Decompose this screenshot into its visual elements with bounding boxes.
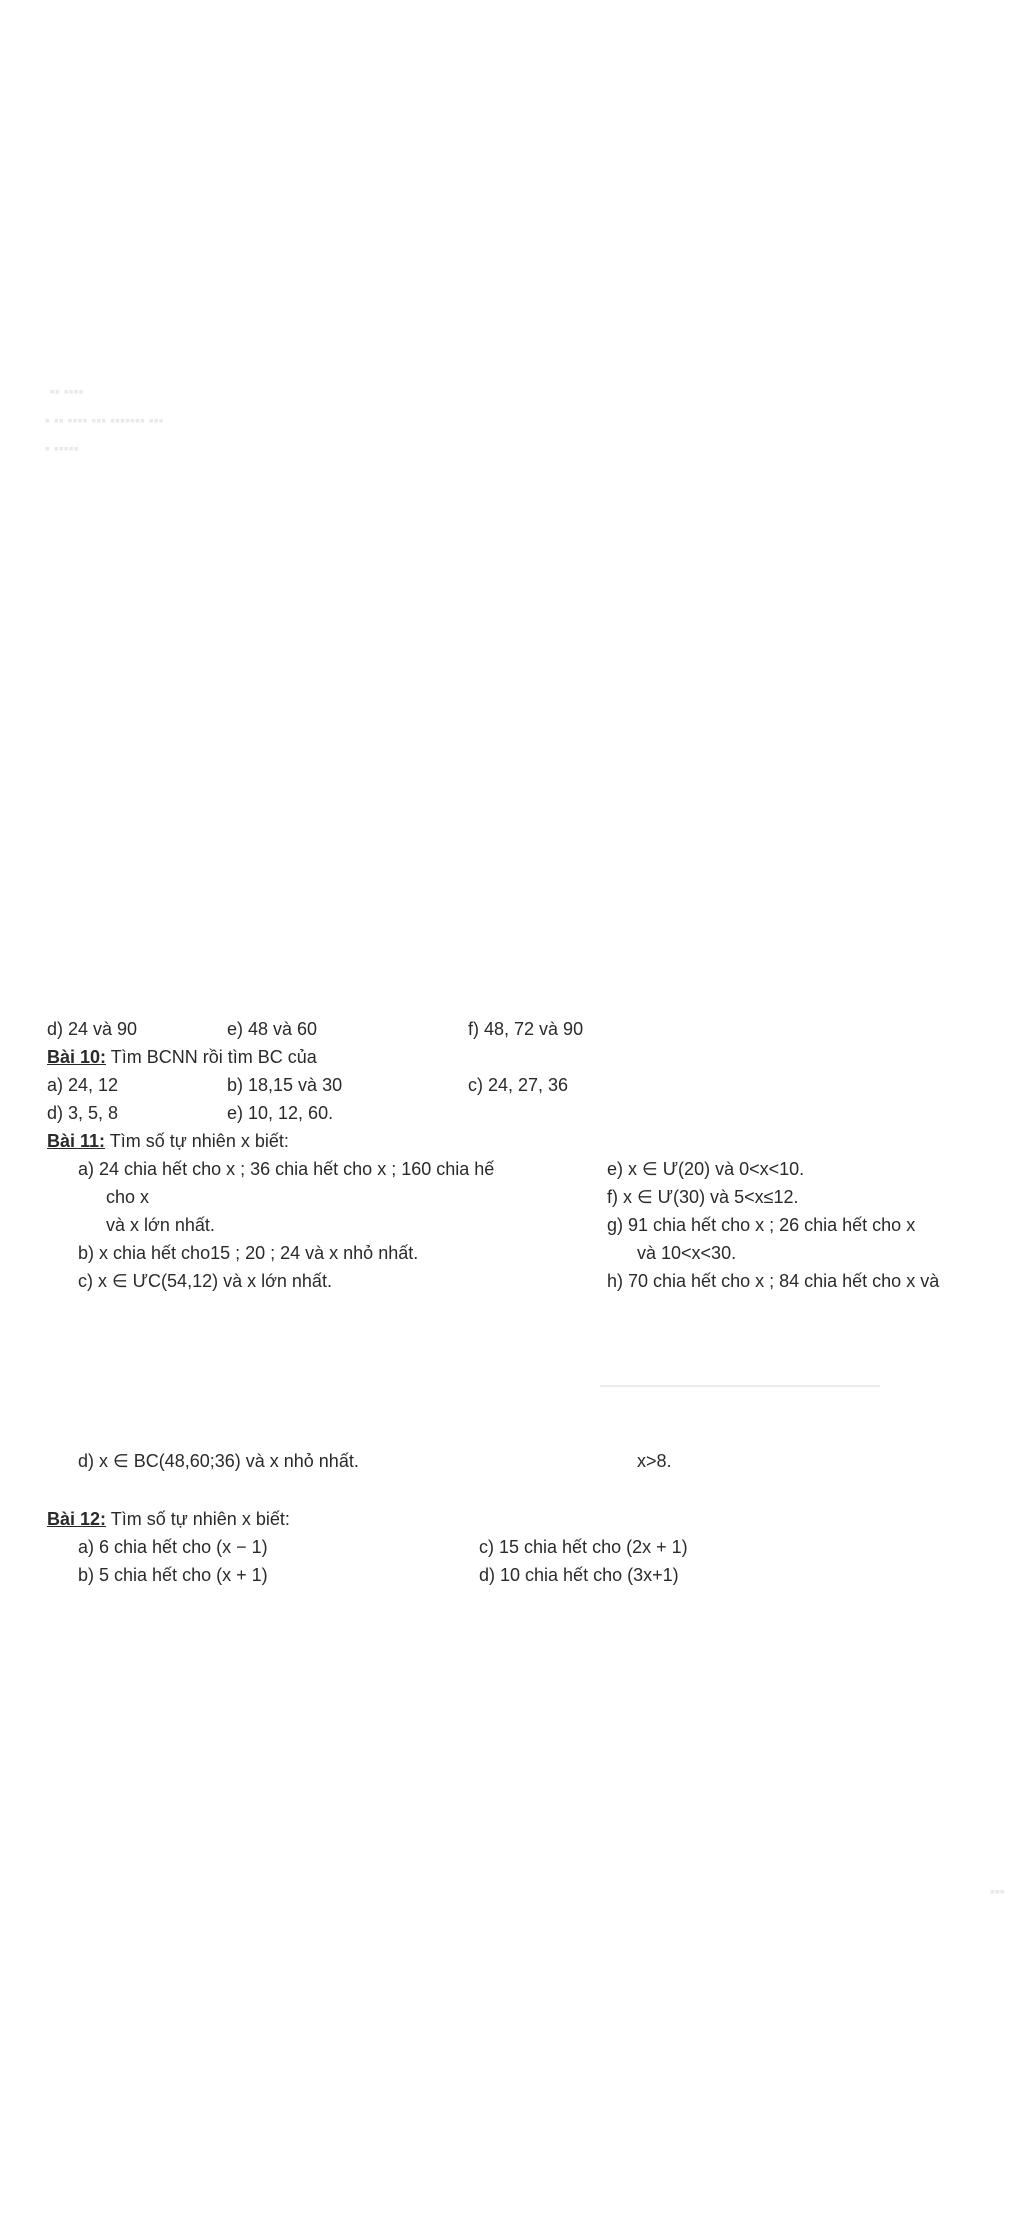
faint-mark-4: ▪▪▪ [990,1883,1005,1899]
bai10-item-b: b) 18,15 và 30 [227,1075,343,1095]
bai12-item-c: c) 15 chia hết cho (2x + 1) [479,1537,688,1557]
bai10-heading [47,1046,317,1068]
bai11-title: Bài 11: [47,1131,106,1151]
bai11-item-c: c) x ∈ ƯC(54,12) và x lớn nhất. [78,1271,332,1291]
bai12-title: Bài 12: [47,1509,107,1529]
bai10-item-a: a) 24, 12 [47,1075,119,1095]
item-f-48-72-90: f) 48, 72 và 90 [468,1019,584,1039]
bai11-item-g-line2: và 10<x<30. [637,1243,737,1263]
bai11-item-b: b) x chia hết cho15 ; 20 ; 24 và x nhỏ nhất. [78,1243,419,1263]
bai10-item-c: c) 24, 27, 36 [468,1075,569,1095]
bai11-item-e: e) x ∈ Ư(20) và 0<x<10. [607,1159,805,1179]
bai11-item-a-line1: a) 24 chia hết cho x ; 36 chia hết cho x ; 160 chia hế [78,1159,495,1179]
bai12-item-a: a) 6 chia hết cho (x − 1) [78,1537,268,1557]
bai12-heading [47,1508,290,1530]
bai11-item-h-line2: x>8. [637,1451,672,1471]
bai11-item-f: f) x ∈ Ư(30) và 5<x≤12. [607,1187,799,1207]
bai12-item-d: d) 10 chia hết cho (3x+1) [479,1565,679,1585]
bai11-item-g-line1: g) 91 chia hết cho x ; 26 chia hết cho x [607,1215,916,1235]
bai12-item-b: b) 5 chia hết cho (x + 1) [78,1565,268,1585]
item-e-48-60: e) 48 và 60 [227,1019,318,1039]
bai11-item-d: d) x ∈ BC(48,60;36) và x nhỏ nhất. [78,1451,359,1471]
faint-mark-1: ▪▪ ▪▪▪▪ [50,383,84,399]
bai11-item-a-line3: và x lớn nhất. [106,1215,215,1235]
faint-rule [600,1385,880,1387]
bai10-prompt: Tìm BCNN rồi tìm BC của [110,1047,317,1067]
bai10-title: Bài 10: [47,1047,107,1067]
bai11-item-a-line2: cho x [106,1187,150,1207]
faint-mark-2: ▪ ▪▪ ▪▪▪▪ ▪▪▪ ▪▪▪▪▪▪▪ ▪▪▪ [45,412,164,428]
bai10-item-e: e) 10, 12, 60. [227,1103,334,1123]
bai11-item-h-line1: h) 70 chia hết cho x ; 84 chia hết cho x và [607,1271,940,1291]
bai11-heading [47,1130,289,1152]
item-d-24-90: d) 24 và 90 [47,1019,138,1039]
faint-mark-3: ▪ ▪▪▪▪▪ [45,440,79,456]
bai12-prompt: Tìm số tự nhiên x biết: [110,1509,290,1529]
bai11-prompt: Tìm số tự nhiên x biết: [109,1131,289,1151]
bai10-item-d: d) 3, 5, 8 [47,1103,119,1123]
